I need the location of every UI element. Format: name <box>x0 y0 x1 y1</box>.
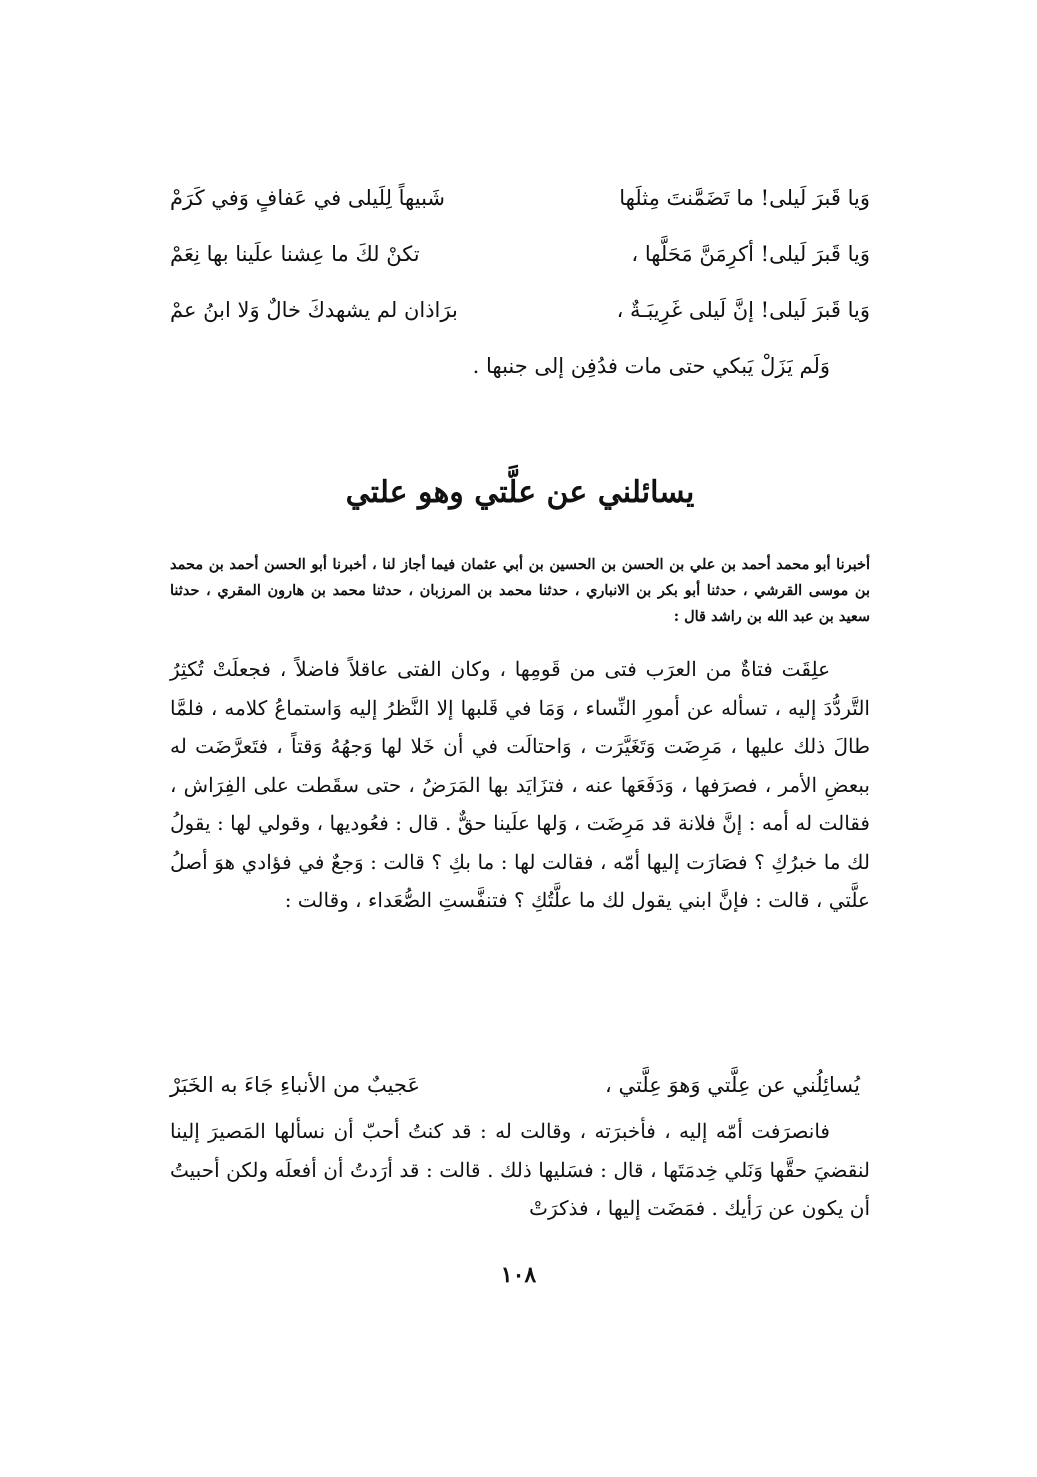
poem-verse <box>170 170 870 226</box>
poem-closing-line: وَلَم يَزَلْ يَبكي حتى مات فدُفِن إلى جنبها . <box>472 354 830 378</box>
verse-first-hemistich: وَيا قَبرَ لَيلى! أكرِمَنَّ مَحَلَّها ، <box>631 242 870 266</box>
verse-second-hemistich: تكنْ لكَ ما عِشنا علَينا بها نِعَمْ <box>170 242 420 266</box>
verse-first-hemistich: يُسائِلُني عن عِلَّتي وَهوَ عِلَّتي ، <box>605 1073 860 1097</box>
verse-first-hemistich: وَيا قَبرَ لَيلى! ما تَضَمَّنتَ مِثلَها <box>619 186 870 210</box>
verse-first-hemistich: وَيا قَبرَ لَيلى! إنَّ لَيلى غَرِيبَـةٌ ، <box>616 298 870 322</box>
narrative-continuation <box>170 1112 870 1228</box>
narrative-section <box>170 650 870 920</box>
section-title: يسائلني عن علَّتي وهو علتي <box>345 475 695 510</box>
poem-section <box>170 170 870 394</box>
isnad-paragraph <box>170 552 870 630</box>
narrative-paragraph: فانصرَفت أمّه إليه ، فأخبرَته ، وقالت له : قد كنتُ أحبّ أن نسألها المَصيرَ إلينا لنقضيَ حقَّها وَنَلي خِدمَتَها ، قال : فسَليها ذلك . قالت : قد أرَدتُ أن أفعلَه ولكن أحبيتُ أن يكون عن رَأيك . فمَضَت إليها ، فذكرَتْ <box>170 1119 870 1220</box>
poem-verse <box>170 282 870 338</box>
isnad-text: أخبرنا أبو محمد أحمد بن علي بن الحسن بن الحسين بن أبي عثمان فيما أجاز لنا ، أخبرنا أبو الحسن أحمد بن محمد بن موسى القرشي ، حدثنا أبو بكر بن الانباري ، حدثنا محمد بن المرزبان ، حدثنا محمد بن هارون المقري ، حدثنا سعيد بن عبد الله بن راشد قال : <box>170 556 870 625</box>
verse-second-hemistich: شَبيهاً لِلَيلى في عَفافٍ وَفي كَرَمْ <box>170 186 445 210</box>
page-number: ١٠٨ <box>500 1262 537 1288</box>
narrative-paragraph: علِقَت فتاةٌ من العرَب فتى من قَومِها ، وكان الفتى عاقلاً فاضلاً ، فجعلَتْ تُكثِرُ التَّردُّدَ إليه ، تسأله عن أمورِ النِّساء ، وَمَا في قَلبها إلا النَّظرُ إليه وَاستماعُ كلامه ، فلمَّا طالَ ذلك عليها ، مَرِضَت وَتَغَيَّرَت ، وَاحتالَت في أن خَلا لها وَجهُهُ وَقتاً ، فتَعرَّضَت له ببعضِ الأمر ، فصرَفها ، وَدَفَعَها عنه ، فتزَايَد بها المَرَضُ ، حتى سقَطت على الفِرَاش ، فقالت له أمه : إنَّ فلانة قد مَرِضَت ، وَلها علَينا حقٌّ . قال : فعُوديها ، وقولي لها : يقولُ لك ما خبرُكِ ؟ فصَارَت إليها أمّه ، فقالت لها : ما بكِ ؟ قالت : وَجعٌ في فؤادي هوَ أصلُ علَّتي ، قالت : فإنَّ ابني يقول لك ما علَّتُكِ ؟ فتنفَّستِ الصُّعَداء ، وقالت : <box>170 657 870 912</box>
poem-verse <box>170 226 870 282</box>
verse-second-hemistich: برَاذان لم يشهدكَ خالٌ وَلا ابنُ عمْ <box>170 298 458 322</box>
verse-second-hemistich: عَجيبٌ من الأنباءِ جَاءَ به الخَبَرْ <box>170 1073 420 1097</box>
quoted-verse <box>170 1060 870 1110</box>
